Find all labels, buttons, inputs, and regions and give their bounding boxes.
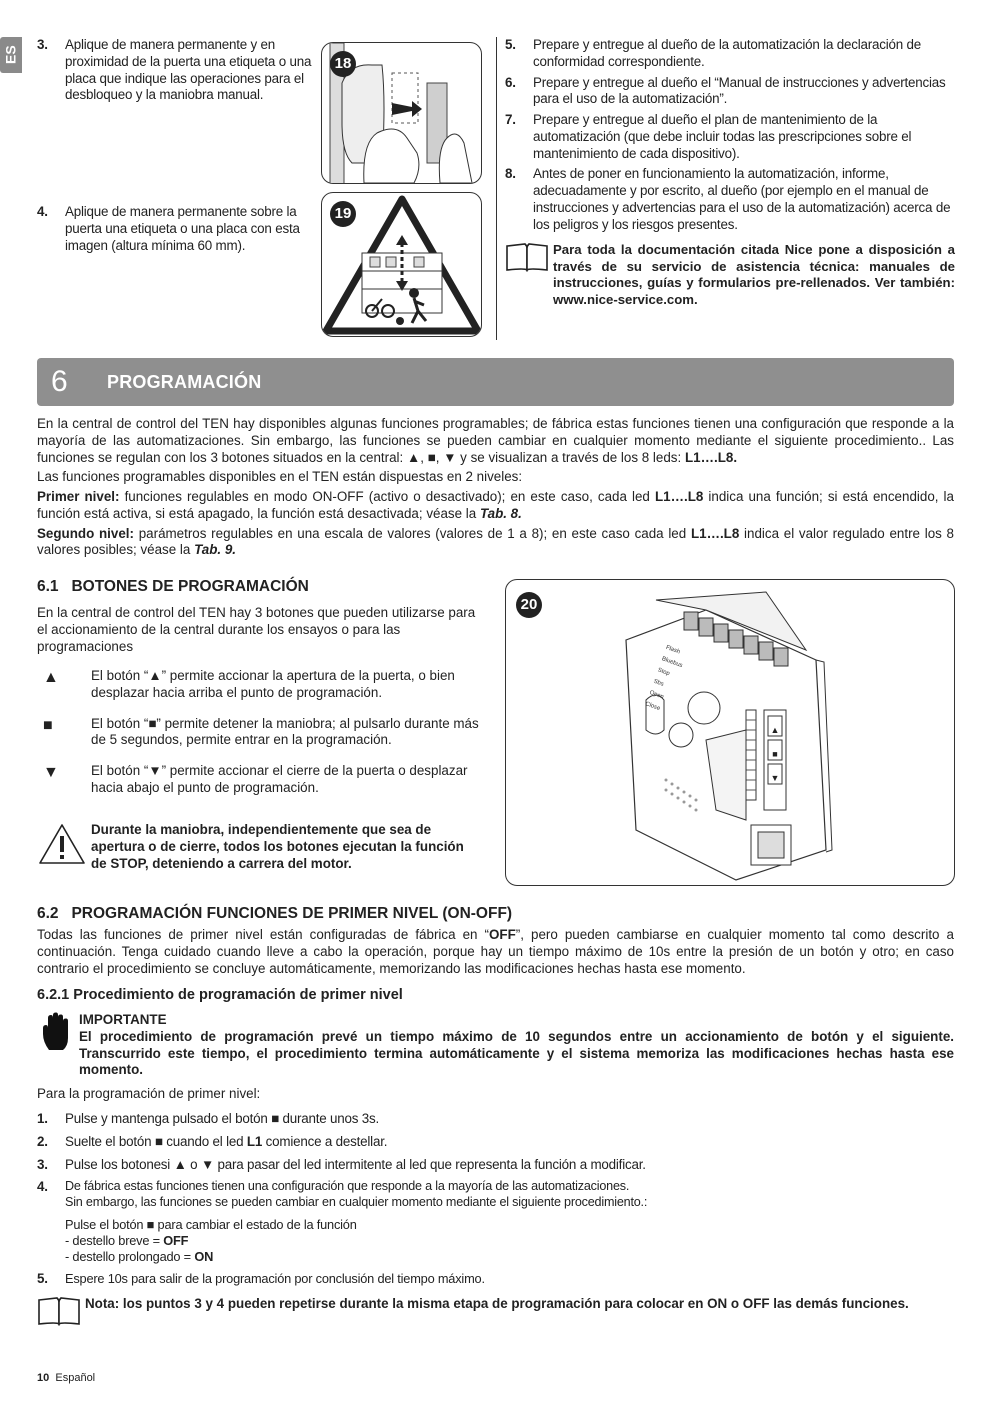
language-tab: ES [0, 37, 22, 73]
item-4 [37, 204, 317, 254]
important-text: El procedimiento de programación prevé un tiempo máximo de 10 segundos entre un accionamiento de botón y el siguiente. Transcurrido este tiempo, el procedimiento termina automáticamente y el sistema memoriza las modificaciones hechas hasta ese momento. [79, 1028, 954, 1078]
procedure-lead: Para la programación de primer nivel: [37, 1086, 261, 1101]
step-5: 5. Espere 10s para salir de la programación por conclusión del tiempo máximo. [37, 1270, 485, 1286]
control-unit-illustration [506, 580, 955, 886]
step-3: 3. Pulse los botonesi ▲ o ▼ para pasar del led intermitente al led que representa la función a modificar. [37, 1156, 646, 1172]
book-icon [37, 1296, 81, 1326]
important-note [37, 1012, 954, 1079]
section-number: 6 [51, 365, 68, 399]
stop-button-description: ■ El botón “■” permite detener la maniobra; al pulsarlo durante más de 5 segundos, permite entrar en la programación. [37, 716, 482, 750]
figure-number: 19 [330, 201, 356, 227]
level-2-paragraph: Segundo nivel: parámetros regulables en una escala de valores (valores de 1 a 8); en este caso cada led L1….L8 indica el valor regulado entre los 8 valores posibles; véase la Tab. 9. [37, 525, 955, 558]
figure-20 [505, 579, 955, 886]
down-arrow-icon: ▼ [43, 764, 59, 781]
hand-stop-icon [37, 1012, 79, 1052]
list-item: 6. Prepare y entregue al dueño el “Manual de instrucciones y advertencias para el uso de la automatización”. [505, 74, 946, 107]
step-1: 1. Pulse y mantenga pulsado el botón ■ durante unos 3s. [37, 1111, 380, 1126]
section-6-2-1-heading: 6.2.1 Procedimiento de programación de primer nivel [37, 987, 403, 1003]
column-divider [496, 37, 497, 340]
page-footer [37, 1372, 95, 1386]
terminal-labels: Flash Bluebus Stop Sbs Open Close [644, 644, 684, 713]
item-text: Aplique de manera permanente sobre la puerta una etiqueta o una placa con esta imagen (altura mínima 60 mm). [65, 204, 300, 253]
step-2: 2. Suelte el botón ■ cuando el led L1 comience a destellar. [37, 1133, 388, 1149]
important-title: IMPORTANTE [79, 1012, 167, 1027]
list-item: 7. Prepare y entregue al dueño el plan de mantenimiento de la automatización (que debe incluir todas las prescripciones sobre el mantenimiento de cada dispositivo). [505, 112, 912, 161]
figure-number: 20 [516, 592, 542, 618]
section-6-intro [37, 416, 954, 559]
figure-number: 18 [330, 51, 356, 77]
up-button-description: ▲ El botón “▲” permite accionar la apertura de la puerta, o bien desplazar hacia arriba el punto de programación. [37, 668, 482, 702]
stop-square-icon: ■ [43, 716, 53, 734]
item-number: 3. [37, 37, 48, 52]
section-6-2-text: Todas las funciones de primer nivel están configuradas de fábrica en “OFF”, pero pueden cambiarse en cualquier momento tal como descrito a continuación. Tenga cuidado cuando lleve a cabo la operación, porque hay un tiempo máximo de 10s entre la presión de un botón y otro; en caso contrario el procedimiento se concluye automáticamente, memorizando las modificaciones hechas hasta ese momento. [37, 927, 954, 976]
item-number: 4. [37, 204, 48, 219]
section-6-2-heading: 6.2 PROGRAMACIÓN FUNCIONES DE PRIMER NIVEL (ON-OFF) [37, 905, 513, 922]
section-6-1-heading: 6.1 BOTONES DE PROGRAMACIÓN [37, 578, 309, 595]
figure-18 [321, 42, 482, 184]
page-number: 10 [37, 1372, 50, 1384]
delivery-steps-list [505, 37, 955, 237]
section-6-header [37, 358, 954, 406]
programming-buttons-list [37, 668, 482, 811]
up-arrow-icon: ▲ [43, 669, 59, 686]
list-item: 8. Antes de poner en funcionamiento la automatización, informe, adecuadamente y por escrito, al dueño (por ejemplo en el manual de instrucciones y advertencias para el uso de la automatización) acerca de los peligros y los riesgos presentes. [505, 166, 951, 232]
documentation-note: Para toda la documentación citada Nice pone a disposición a través de su servicio de asistencia técnica: manuales de instrucciones, guías y formularios pre-rellenados. Ver también: www.nice-service.com. [505, 242, 955, 308]
final-note: Nota: los puntos 3 y 4 pueden repetirse durante la misma etapa de programación para colocar en ON o OFF las demás funciones. [37, 1296, 954, 1326]
item-text: Aplique de manera permanente y en proximidad de la puerta una etiqueta o una placa que indique las operaciones para el desbloqueo y la maniobra manual. [65, 37, 312, 103]
footer-language: Español [55, 1372, 96, 1384]
section-title: PROGRAMACIÓN [107, 371, 262, 392]
step-4-substeps: Pulse el botón ■ para cambiar el estado de la función - destello breve = OFF - destello prolongado = ON [65, 1216, 357, 1264]
list-item: 5. Prepare y entregue al dueño de la automatización la declaración de conformidad correspondiente. [505, 37, 922, 69]
section-6-1-intro: En la central de control del TEN hay 3 botones que pueden utilizarse para el accionamiento de la central durante los ensayos o para las programaciones [37, 605, 476, 654]
procedure-steps [37, 1111, 954, 1287]
level-1-paragraph: Primer nivel: funciones regulables en modo ON-OFF (activo o desactivado); en este caso, cada led L1….L8 indica una función; si está encendido, la función está activa, si está apagado, la función está desactivada; véase la Tab. 8. [37, 489, 954, 521]
book-icon [505, 242, 549, 272]
intro-paragraph: En la central de control del TEN hay disponibles algunas funciones programables; de fábrica estas funciones tienen una configuración que responde a la mayoría de las automatizaciones. Sin embargo, las funciones se pueden cambiar en cualquier momento mediante el siguiente procedimiento.. Las funciones se regulan con los 3 botones situados en la central: ▲, ■, ▼ y se visualizan a través de los 8 leds: L1….L8. [37, 416, 954, 465]
down-button-description: ▼ El botón “▼” permite accionar el cierre de la puerta o desplazar hacia abajo el punto de programación. [37, 763, 482, 797]
figure-19 [321, 192, 482, 337]
unit-button-symbols: ▲ ■ ▼ [770, 725, 780, 783]
stop-warning: Durante la maniobra, independientemente que sea de apertura o de cierre, todos los botones ejecutan la función de STOP, deteniendo a carrera del motor. [37, 822, 482, 872]
item-3 [37, 37, 317, 104]
levels-intro: Las funciones programables disponibles en el TEN están dispuestas en 2 niveles: [37, 469, 523, 485]
step-4: 4. De fábrica estas funciones tienen una configuración que responde a la mayoría de las automatizaciones. Sin embargo, las funciones se pueden cambiar en cualquier momento mediante el siguiente procedimiento.: [37, 1179, 648, 1209]
warning-icon [37, 822, 87, 866]
